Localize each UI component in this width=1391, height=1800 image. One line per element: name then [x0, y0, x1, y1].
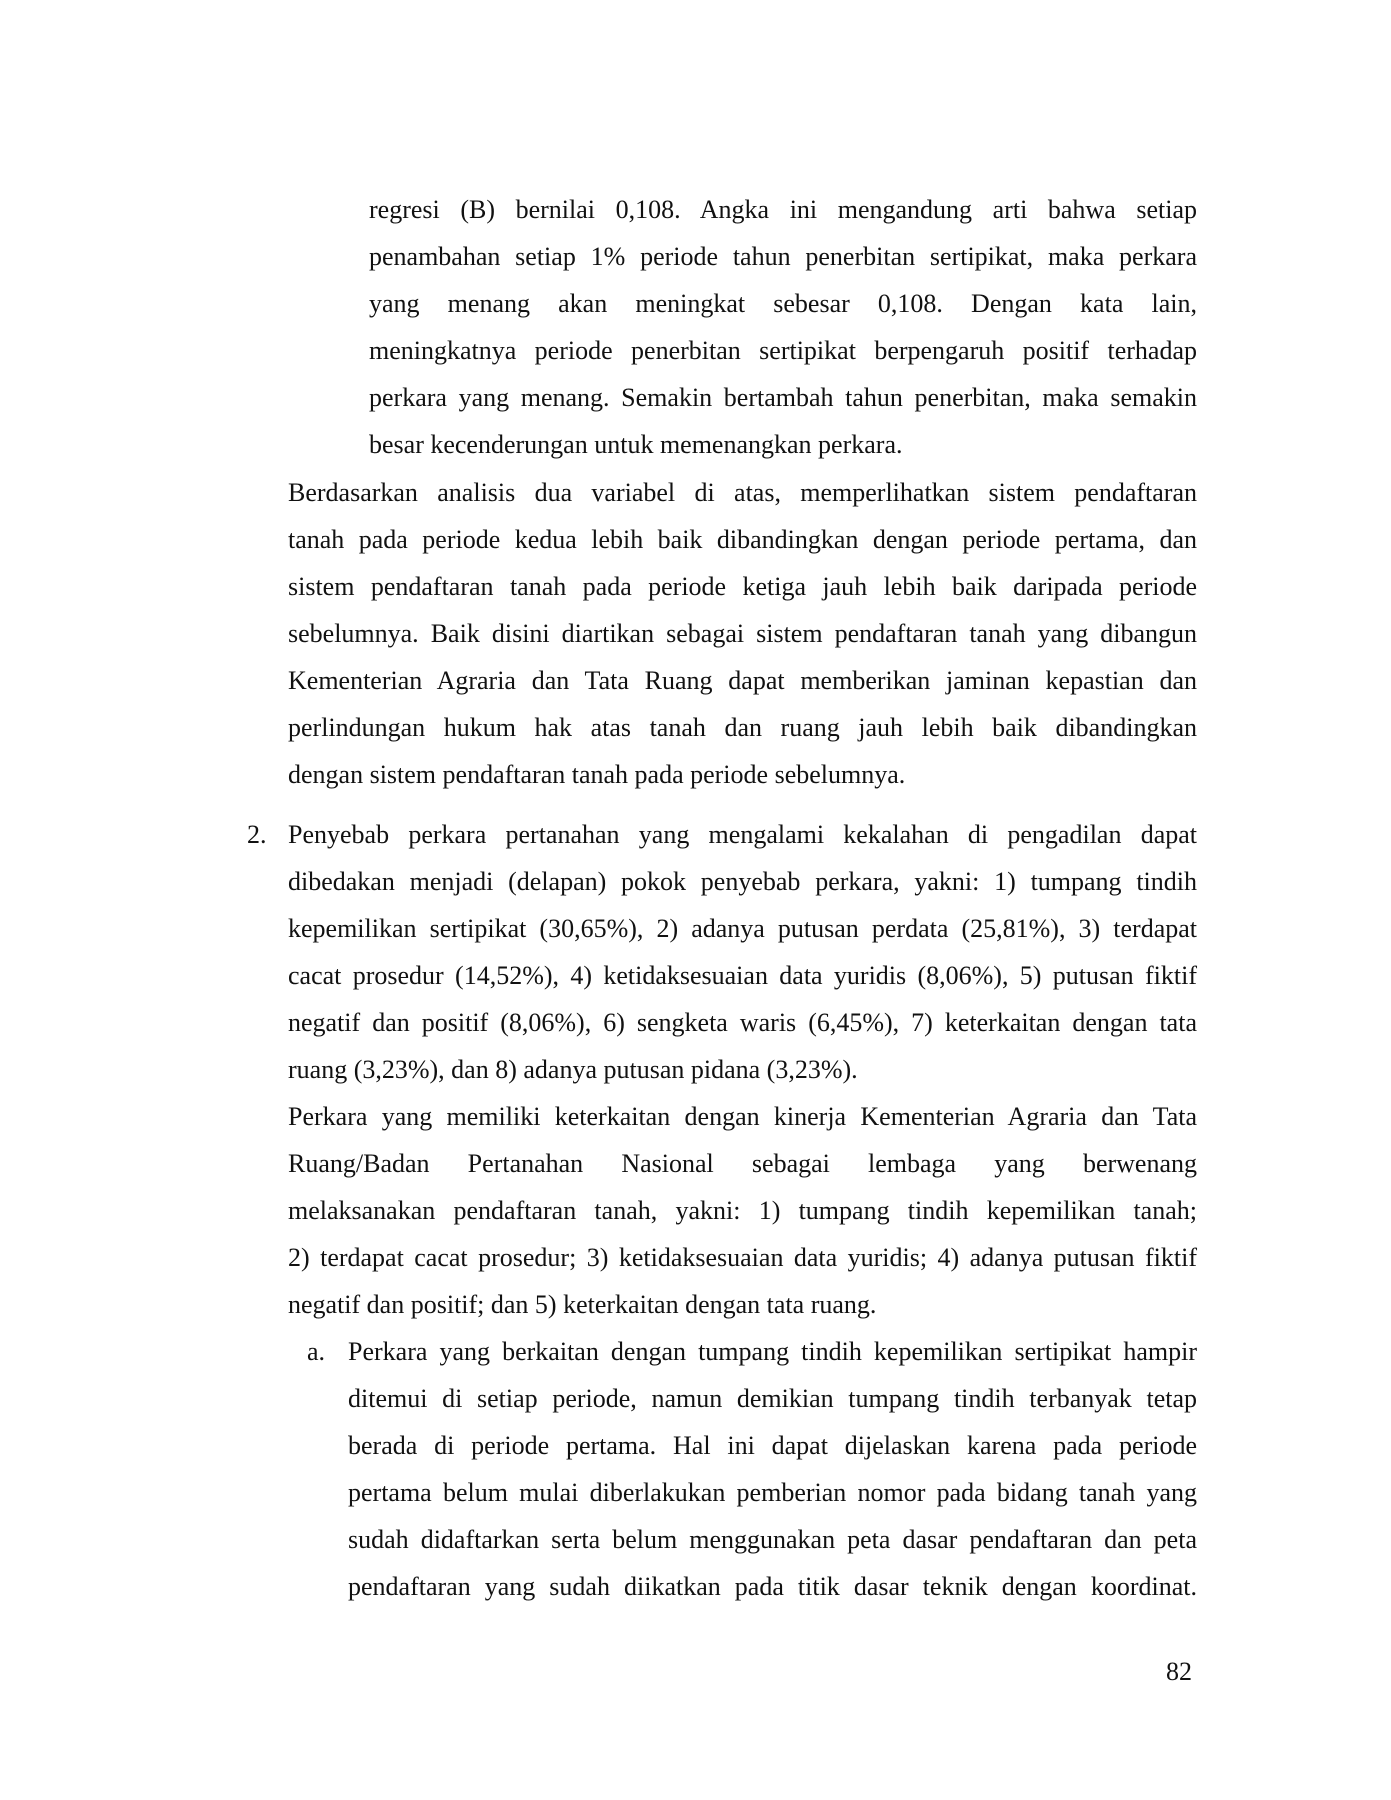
text-line: sistem pendaftaran tanah pada periode ketiga jauh lebih baik daripada periode: [288, 572, 1197, 601]
list-marker: a.: [307, 1337, 326, 1366]
text-line: negatif dan positif; dan 5) keterkaitan dengan tata ruang.: [288, 1290, 877, 1319]
text-line: kepemilikan sertipikat (30,65%), 2) adanya putusan perdata (25,81%), 3) terdapat: [288, 914, 1197, 943]
text-line: tanah pada periode kedua lebih baik dibandingkan dengan periode pertama, dan: [288, 525, 1197, 554]
text-line: ruang (3,23%), dan 8) adanya putusan pidana (3,23%).: [288, 1055, 858, 1084]
text-line: cacat prosedur (14,52%), 4) ketidaksesuaian data yuridis (8,06%), 5) putusan fiktif: [288, 961, 1197, 990]
text-line: negatif dan positif (8,06%), 6) sengketa waris (6,45%), 7) keterkaitan dengan tata: [288, 1008, 1197, 1037]
text-line: besar kecenderungan untuk memenangkan perkara.: [369, 430, 903, 459]
text-line: pertama belum mulai diberlakukan pemberian nomor pada bidang tanah yang: [348, 1478, 1197, 1507]
page-number: 82: [1166, 1657, 1192, 1686]
text-line: perlindungan hukum hak atas tanah dan ruang jauh lebih baik dibandingkan: [288, 713, 1197, 742]
text-line: Perkara yang memiliki keterkaitan dengan kinerja Kementerian Agraria dan Tata: [288, 1102, 1197, 1131]
text-line: Kementerian Agraria dan Tata Ruang dapat memberikan jaminan kepastian dan: [288, 666, 1197, 695]
text-line: 2) terdapat cacat prosedur; 3) ketidaksesuaian data yuridis; 4) adanya putusan fiktif: [288, 1243, 1197, 1272]
text-line: Penyebab perkara pertanahan yang mengalami kekalahan di pengadilan dapat: [288, 820, 1197, 849]
list-marker: 2.: [247, 820, 267, 849]
text-line: Ruang/Badan Pertanahan Nasional sebagai lembaga yang berwenang: [288, 1149, 1197, 1178]
text-line: berada di periode pertama. Hal ini dapat dijelaskan karena pada periode: [348, 1431, 1197, 1460]
text-line: dengan sistem pendaftaran tanah pada periode sebelumnya.: [288, 760, 906, 789]
text-line: dibedakan menjadi (delapan) pokok penyebab perkara, yakni: 1) tumpang tindih: [288, 867, 1197, 896]
text-line: pendaftaran yang sudah diikatkan pada titik dasar teknik dengan koordinat.: [348, 1572, 1197, 1601]
text-line: ditemui di setiap periode, namun demikian tumpang tindih terbanyak tetap: [348, 1384, 1197, 1413]
text-line: regresi (B) bernilai 0,108. Angka ini mengandung arti bahwa setiap: [369, 195, 1197, 224]
text-line: melaksanakan pendaftaran tanah, yakni: 1) tumpang tindih kepemilikan tanah;: [288, 1196, 1197, 1225]
text-line: yang menang akan meningkat sebesar 0,108. Dengan kata lain,: [369, 289, 1197, 318]
text-line: sebelumnya. Baik disini diartikan sebagai sistem pendaftaran tanah yang dibangun: [288, 619, 1197, 648]
text-line: Perkara yang berkaitan dengan tumpang tindih kepemilikan sertipikat hampir: [348, 1337, 1197, 1366]
text-line: sudah didaftarkan serta belum menggunakan peta dasar pendaftaran dan peta: [348, 1525, 1197, 1554]
text-line: penambahan setiap 1% periode tahun penerbitan sertipikat, maka perkara: [369, 242, 1197, 271]
text-line: meningkatnya periode penerbitan sertipikat berpengaruh positif terhadap: [369, 336, 1197, 365]
text-line: perkara yang menang. Semakin bertambah tahun penerbitan, maka semakin: [369, 383, 1197, 412]
text-line: Berdasarkan analisis dua variabel di atas, memperlihatkan sistem pendaftaran: [288, 478, 1197, 507]
